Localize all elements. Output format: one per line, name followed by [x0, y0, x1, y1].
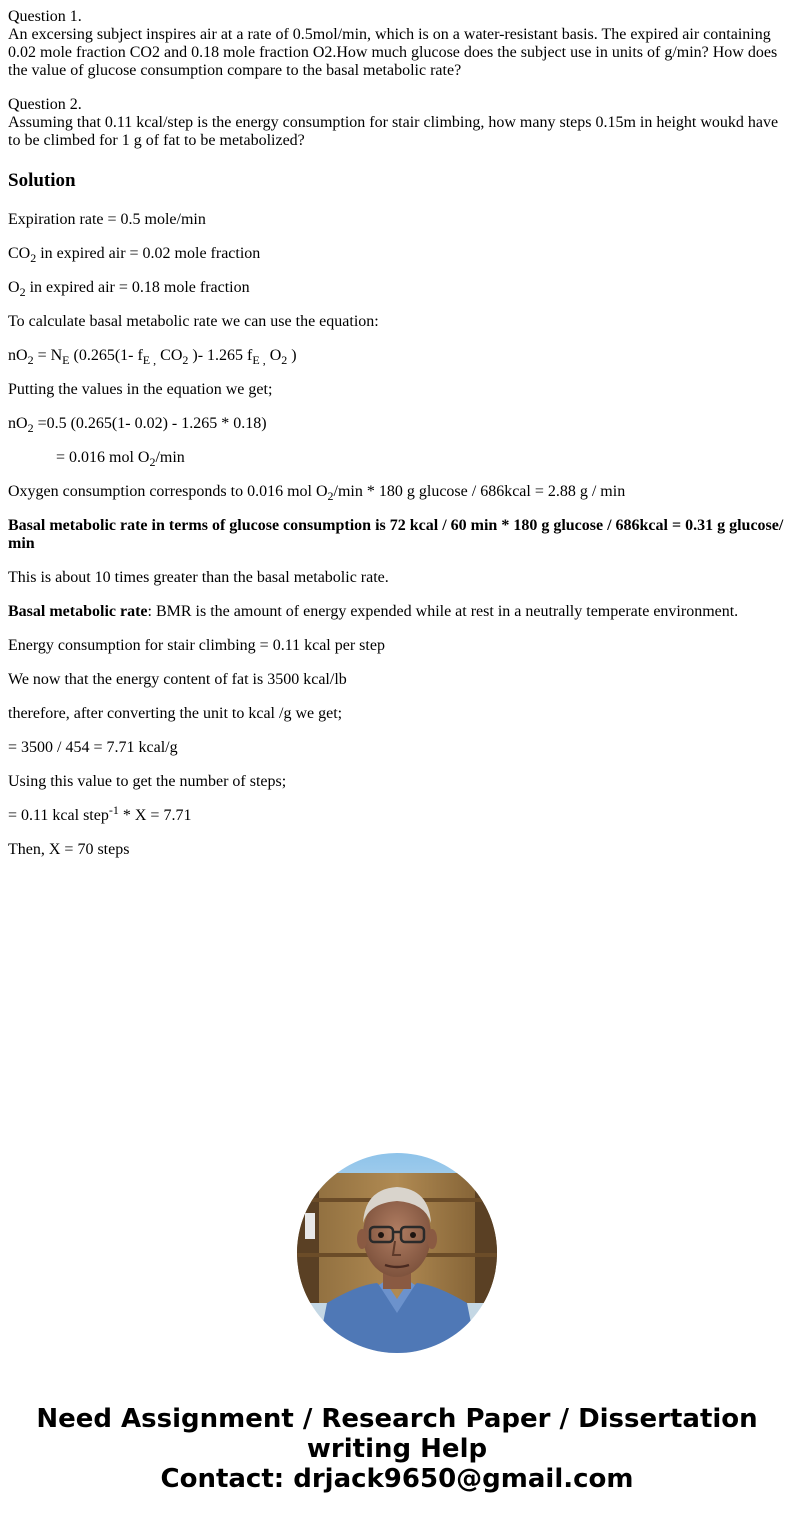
calc-line-1 — [8, 415, 786, 433]
o2-subscript: 2 — [19, 285, 26, 299]
eq-sub: 2 — [182, 353, 189, 367]
question-2 — [8, 96, 786, 150]
putting-values: Putting the values in the equation we get; — [8, 381, 273, 398]
eq-sub: 2 — [281, 353, 288, 367]
author-photo — [297, 1153, 497, 1353]
bmr-equation — [8, 347, 786, 365]
eq-sub: E — [62, 353, 70, 367]
calc-line-2 — [8, 449, 786, 467]
question-1-text: An excersing subject inspires air at a rate of 0.5mol/min, which is on a water-resistant basis. The expired air containing 0.02 mole fraction CO2 and 0.18 mole fraction O2.How much glucose does the subject use in units of g/min? How does the value of glucose consumption compare to the basal metabolic rate? — [8, 26, 778, 79]
footer-line-1: Need Assignment / Research Paper / Dissertation — [36, 1404, 758, 1434]
eq-part: CO — [156, 347, 183, 364]
eq-part: )- 1.265 f — [188, 347, 253, 364]
calc1-subscript: 2 — [27, 421, 34, 435]
o2-fraction — [8, 279, 786, 297]
document-body — [8, 8, 786, 875]
o2-text: O — [8, 279, 20, 296]
steps-text: = 0.11 kcal step — [8, 807, 109, 824]
eq-sub: E , — [252, 353, 266, 367]
footer-line-2: writing Help — [306, 1434, 488, 1464]
o2-rest: in expired air = 0.18 mole fraction — [25, 279, 250, 296]
comparison: This is about 10 times greater than the basal metabolic rate. — [8, 569, 389, 586]
calc1-rest: =0.5 (0.265(1- 0.02) - 1.265 * 0.18) — [33, 415, 267, 432]
bmr-glucose: Basal metabolic rate in terms of glucose consumption is 72 kcal / 60 min * 180 g glucose / 686kcal = 0.31 g glucose/ min — [8, 517, 784, 552]
using-value: Using this value to get the number of steps; — [8, 773, 287, 790]
calc1-text: nO — [8, 415, 28, 432]
steps-equation — [8, 803, 786, 825]
co2-fraction — [8, 245, 786, 263]
oxygen-rest: /min * 180 g glucose / 686kcal = 2.88 g / min — [333, 483, 626, 500]
eq-part: nO — [8, 347, 28, 364]
question-2-text: Assuming that 0.11 kcal/step is the energy consumption for stair climbing, how many steps 0.15m in height woukd have to be climbed for 1 g of fat to be metabolized? — [8, 114, 779, 149]
oxygen-text: Oxygen consumption corresponds to 0.016 mol O — [8, 483, 328, 500]
oxygen-subscript: 2 — [327, 489, 334, 503]
bmr-definition-text: : BMR is the amount of energy expended while at rest in a neutrally temperate environment. — [147, 603, 739, 620]
calc2-rest: /min — [155, 449, 185, 466]
eq-part: = N — [33, 347, 63, 364]
eq-part: O — [265, 347, 282, 364]
eq-sub: E , — [142, 353, 157, 367]
oxygen-consumption — [8, 483, 786, 501]
promo-footer — [0, 1404, 794, 1494]
steps-rest: * X = 7.71 — [118, 807, 192, 824]
result: Then, X = 70 steps — [8, 841, 130, 858]
expiration-rate: Expiration rate = 0.5 mole/min — [8, 211, 206, 228]
question-1 — [8, 8, 786, 80]
footer-contact: Contact: drjack9650@gmail.com — [160, 1464, 634, 1494]
eq-part: ) — [287, 347, 297, 364]
bmr-definition-label: Basal metabolic rate — [8, 603, 148, 620]
calc2-text: = 0.016 mol O — [56, 449, 150, 466]
bmr-intro: To calculate basal metabolic rate we can use the equation: — [8, 313, 379, 330]
conversion: = 3500 / 454 = 7.71 kcal/g — [8, 739, 178, 756]
fat-content: We now that the energy content of fat is 3500 kcal/lb — [8, 671, 347, 688]
steps-superscript: -1 — [108, 803, 119, 817]
eq-part: (0.265(1- f — [69, 347, 143, 364]
bmr-definition — [8, 603, 786, 621]
question-2-title: Question 2. — [8, 96, 82, 113]
question-1-title: Question 1. — [8, 8, 82, 25]
energy-stair: Energy consumption for stair climbing = 0.11 kcal per step — [8, 637, 385, 654]
solution-heading: Solution — [8, 170, 76, 191]
co2-subscript: 2 — [30, 251, 37, 265]
eq-sub: 2 — [27, 353, 34, 367]
calc2-subscript: 2 — [149, 455, 156, 469]
co2-text: CO — [8, 245, 31, 262]
converting: therefore, after converting the unit to kcal /g we get; — [8, 705, 343, 722]
author-avatar — [297, 1153, 497, 1353]
co2-rest: in expired air = 0.02 mole fraction — [36, 245, 261, 262]
